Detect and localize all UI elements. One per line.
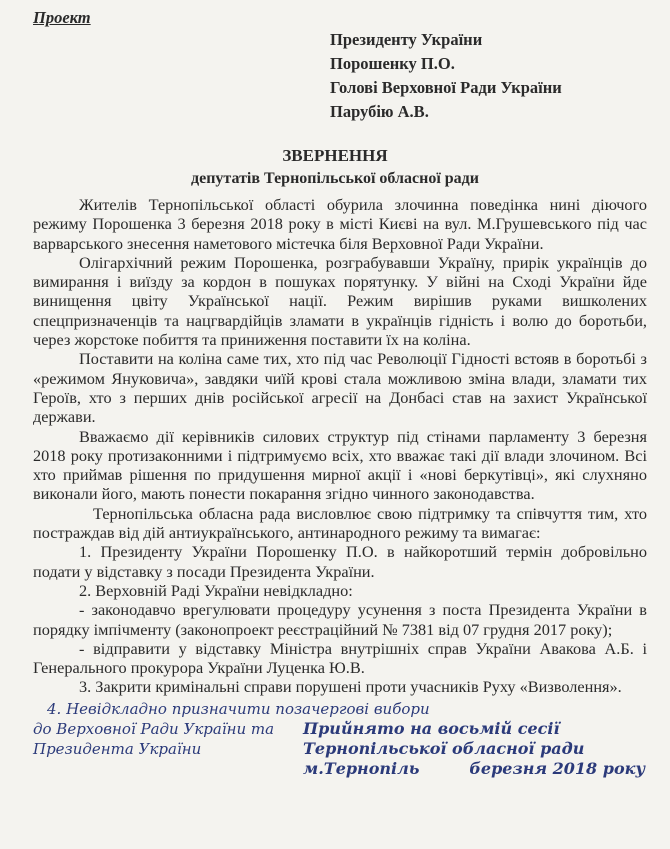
demand-subitem: - законодавчо врегулювати процедуру усунення з поста Президента України в порядку імпічменту (законопроект реєстраційний № 7381 від 07 грудня 2017 року);: [33, 600, 647, 639]
addressee-line: Парубію А.В.: [330, 102, 429, 121]
handwritten-line: 4. Невідкладно призначити позачергові вибори: [47, 699, 430, 718]
demand-item: 2. Верховній Раді України невідкладно:: [79, 580, 353, 600]
paragraph: Жителів Тернопільської області обурила злочинна поведінка нині діючого режиму Порошенка 3 березня 2018 року в місті Києві на вул. М.Грушевського під час варварського знесення наметового містечка біля Верховної Ради України.: [33, 195, 647, 253]
addressee-block: [330, 28, 562, 124]
demand-item: 3. Закрити кримінальні справи порушені проти учасників Руху «Визволення».: [79, 677, 622, 697]
handwritten-addition: [33, 699, 647, 779]
demand-item: 1. Президенту України Порошенку П.О. в найкоротший термін добровільно подати у відставку з посади Президента України.: [33, 542, 647, 581]
signature-block: [303, 719, 645, 779]
place-date-line: [303, 759, 645, 779]
paragraph: Поставити на коліна саме тих, хто під час Революції Гідності встояв в боротьбі з «режимом Януковича», завдяки чиїй крові стала можливою зміна влади, зламати тих Героїв, хто з перших днів російської агресії на Донбасі став на захист Української держави.: [33, 349, 647, 427]
draft-label: Проект: [33, 8, 91, 27]
council-line: Тернопільської обласної ради: [303, 738, 585, 758]
place: м.Тернопіль: [303, 758, 420, 778]
document-flow: [33, 195, 647, 779]
addressee-line: Голові Верховної Ради України: [330, 78, 562, 97]
addressee-line: Порошенку П.О.: [330, 54, 455, 73]
adopted-line: Прийнято на восьмій сесії: [303, 718, 560, 738]
addressee-line: Президенту України: [330, 30, 483, 49]
document-body: [33, 195, 647, 697]
handwritten-line: до Верховної Ради України та Президента України: [33, 719, 275, 758]
date: березня 2018 року: [469, 758, 646, 778]
document-subtitle: депутатів Тернопільської обласної ради: [191, 170, 479, 187]
demand-subitem: - відправити у відставку Міністра внутрішніх справ України Авакова А.Б. і Генерального прокурора України Луценка Ю.В.: [33, 638, 647, 678]
closing-row: [33, 719, 647, 779]
paragraph: Олігархічний режим Порошенка, розграбувавши Україну, прирік українців до вимирання і виїзду за кордон в пошуках порятунку. У війні на Сході України йде винищення цвіту Української нації. Режим вирішив руками вишколених спецпризначенців та нацгвардійців зламати в українців гідність і волю до боротьби, через жорстоке побиття та приниження поставити їх на коліна.: [33, 252, 647, 350]
paragraph: Вважаємо дії керівників силових структур під стінами парламенту 3 березня 2018 року протизаконними і підтримуємо всіх, хто вважає такі дії влади злочином. Всі хто приймав рішення по придушення мирної акції і «нові беркутівці», які слухняно виконали його, мають понести покарання згідно чинного законодавства.: [33, 426, 647, 504]
paragraph: Тернопільська обласна рада висловлює свою підтримку та співчуття тим, хто постраждав від дій антиукраїнського, антинародного режиму та вимагає:: [33, 503, 647, 543]
document-title: ЗВЕРНЕННЯ: [282, 146, 388, 165]
